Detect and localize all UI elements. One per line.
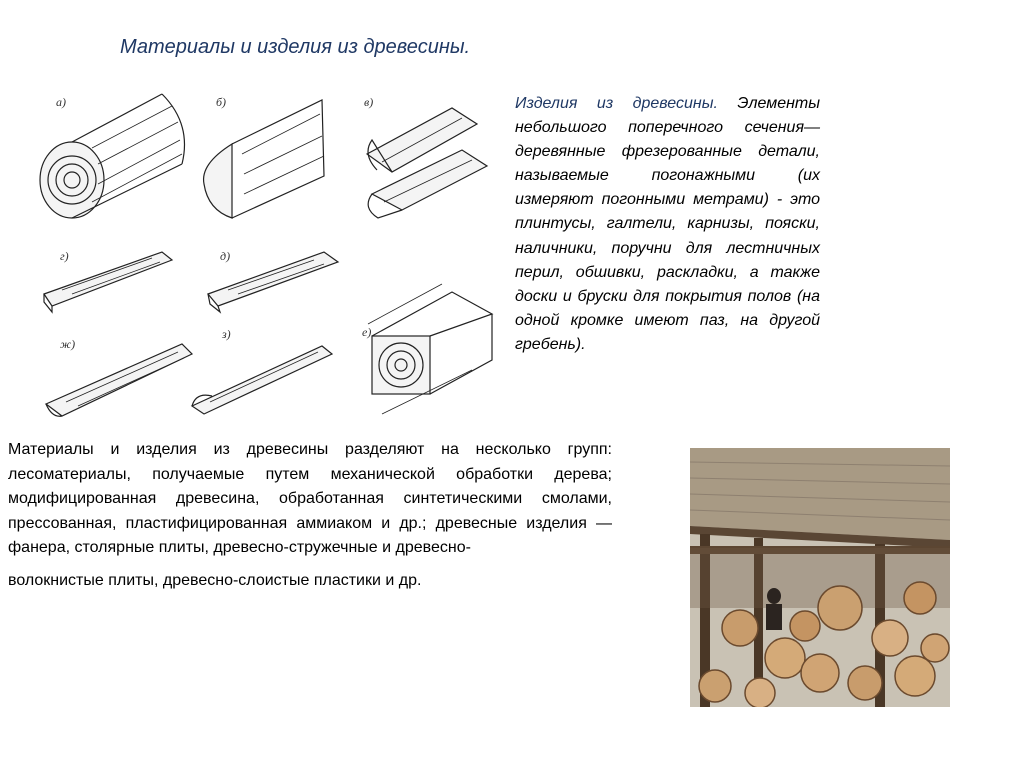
label-d: д) xyxy=(220,249,231,263)
log-half-drawing xyxy=(204,100,324,218)
label-e: е) xyxy=(362,325,372,339)
groups-text-last: волокнистые плиты, древесно-слоистые пластики и др. xyxy=(8,571,422,589)
half-round-drawing xyxy=(192,346,332,414)
log-sawn-drawing xyxy=(368,284,492,414)
material-groups-paragraph xyxy=(8,438,612,593)
products-lead: Изделия из древесины. xyxy=(515,95,718,112)
wood-products-illustration xyxy=(32,84,502,424)
label-zh: ж) xyxy=(60,337,76,351)
log-quarter-drawing xyxy=(367,108,487,218)
slide-title: Материалы и изделия из древесины. xyxy=(120,36,471,58)
label-z: з) xyxy=(222,327,231,341)
wane-board-drawing xyxy=(46,344,192,416)
groups-text: Материалы и изделия из древесины разделяют на несколько групп: лесоматериалы, получаемые путем механической обработки дерева; модифицированная древесина, обработанная синтетическими смолами, прессованная, пластифицированная аммиаком и др.; древесные изделия — фанера, столярные плиты, древесно-стружечные и древесно- xyxy=(8,441,612,556)
wood-sections-drawing xyxy=(32,84,502,424)
products-body: Элементы небольшого поперечного сечения— деревянные фрезерованные детали, называемые погонажными (их измеряют погонными метрами) - это плинтусы, галтели, карнизы, пояски, наличники, поручни для лестничных перил, обшивки, раскладки, а также доски и бруски для покрытия полов (на одной кромке имеют паз, на другой гребень). xyxy=(515,95,821,353)
products-description xyxy=(515,92,820,357)
log-round-drawing xyxy=(40,94,185,218)
shed-with-logs-image xyxy=(690,448,950,707)
label-b: б) xyxy=(216,95,227,109)
label-v: в) xyxy=(364,95,374,109)
label-a: а) xyxy=(56,95,66,109)
label-g: г) xyxy=(60,249,69,263)
sawmill-photo xyxy=(690,448,950,707)
